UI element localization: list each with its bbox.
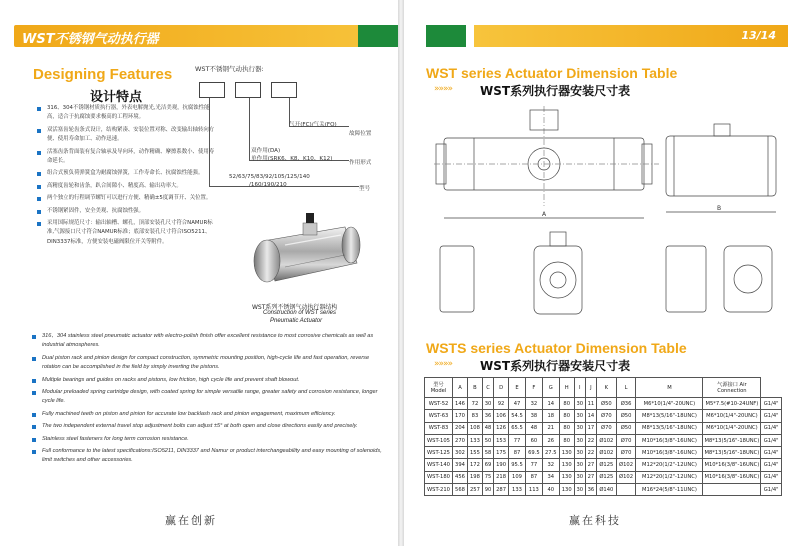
table-cell: 30 — [574, 434, 585, 446]
table-cell: Ø50 — [616, 410, 636, 422]
en-feature-item: Dual piston rack and pinion design for compact construction, symmetric mounting position, high-cycle life and fast operation, reverse rotation can be accomplished in the field by simply inverting the pistons. — [32, 354, 387, 373]
table-cell: 40 — [542, 484, 559, 496]
wsts-title-cn: WST系列执行器安装尺寸表 — [480, 359, 631, 373]
dimension-table — [424, 377, 782, 496]
table-cell: M8*13(5/16"-18UNC) — [703, 447, 761, 459]
table-cell: 155 — [467, 447, 482, 459]
cn-feature-item: 不锈钢紧固件，安全美观、抗腐蚀性强。 — [37, 207, 217, 216]
table-cell: 146 — [453, 398, 468, 410]
actuator-photo — [245, 205, 365, 297]
features-title-cn: 设计特点 — [90, 90, 143, 105]
table-row — [425, 484, 782, 496]
table-cell: WST-180 — [425, 471, 453, 483]
table-row — [425, 434, 782, 446]
table-cell: 34 — [542, 471, 559, 483]
table-cell: M10*16(3/8"-16UNC) — [703, 471, 761, 483]
col-header: H — [559, 378, 574, 398]
table-cell: 14 — [542, 398, 559, 410]
en-feature-item: Multiple bearings and guides on racks and pistons, low friction, high cycle life and prevent shaft blowout. — [32, 376, 387, 385]
table-cell: G1/4" — [761, 410, 782, 422]
table-cell: 22 — [585, 447, 596, 459]
table-cell: Ø140 — [596, 484, 616, 496]
col-header: D — [494, 378, 509, 398]
table-cell: 27 — [585, 459, 596, 471]
table-cell: 153 — [494, 434, 509, 446]
table-cell: 80 — [559, 398, 574, 410]
table-cell — [703, 484, 761, 496]
col-header: F — [525, 378, 542, 398]
table-cell: G1/4" — [761, 459, 782, 471]
cn-feature-item: 316、304不锈钢材质执行器，外表电解抛光,光洁美观，抗腐蚀性能高，适合于抗腐蚀要求极高的工程环境。 — [37, 104, 217, 123]
table-cell: 21 — [542, 422, 559, 434]
table-cell: 133 — [509, 484, 526, 496]
table-row — [425, 398, 782, 410]
table-cell: 14 — [585, 410, 596, 422]
dimension-title-cn: WST系列执行器安装尺寸表 — [480, 84, 631, 98]
table-row — [425, 410, 782, 422]
cn-feature-item: 活塞齿条背面装有复合轴承及导向环，动作精确、摩擦系数小、使用寿命延长。 — [37, 148, 217, 167]
col-header: J — [585, 378, 596, 398]
table-cell: 80 — [559, 434, 574, 446]
cn-feature-item: 两个独立的行程调节螺钉可以进行方便、精确±5度调节开、关位置。 — [37, 194, 217, 203]
table-cell: M10*16(3/8"-16UNC) — [703, 459, 761, 471]
table-cell: 109 — [509, 471, 526, 483]
dimension-drawing — [434, 96, 792, 330]
en-feature-item: Modular preloaded spring cartridge design, with coated spring for simple versatile range, greater safety and corrosion resistance, longer cycle life. — [32, 388, 387, 407]
right-page — [404, 0, 800, 546]
table-cell: WST-210 — [425, 484, 453, 496]
table-cell: 60 — [525, 434, 542, 446]
table-cell: M10*16(3/8"-16UNC) — [636, 434, 703, 446]
table-cell: 113 — [525, 484, 542, 496]
en-feature-item: The two independent external travel stop adjustment bolts can adjust ±5° at both open and close directions easily and precisely. — [32, 422, 387, 431]
fail-label: 气开(FC)/气关(FO) — [289, 122, 337, 128]
page-number: 13/14 — [741, 29, 776, 42]
table-cell: 204 — [453, 422, 468, 434]
left-header-green-block — [358, 25, 398, 47]
code-box-series — [199, 82, 225, 98]
table-cell: G1/4" — [761, 484, 782, 496]
table-cell: 257 — [467, 484, 482, 496]
table-cell: G1/4" — [761, 398, 782, 410]
table-cell: 50 — [482, 434, 493, 446]
code-leader — [249, 98, 250, 160]
table-cell: 48 — [525, 422, 542, 434]
table-cell — [616, 484, 636, 496]
table-cell: 48 — [482, 422, 493, 434]
table-cell: 175 — [494, 447, 509, 459]
table-row — [425, 447, 782, 459]
table-cell: 58 — [482, 447, 493, 459]
table-row — [425, 459, 782, 471]
table-cell: 30 — [574, 410, 585, 422]
table-cell: 38 — [525, 410, 542, 422]
table-cell: Ø70 — [596, 422, 616, 434]
col-header: E — [509, 378, 526, 398]
cn-feature-item: 采用国际规范尺寸：输出轴槽、螺孔，顶部安装孔尺寸符合NAMUR标准,气源接口尺寸符合NAMUR标准；底部安装孔尺寸符合ISO5211、DIN3337标准，方便安装电磁阀限位开关等附件。 — [37, 219, 217, 247]
table-cell: 108 — [467, 422, 482, 434]
table-cell: 270 — [453, 434, 468, 446]
table-cell: 198 — [467, 471, 482, 483]
table-cell: 30 — [574, 398, 585, 410]
table-cell: M10*16(3/8"-16UNC) — [636, 447, 703, 459]
table-cell: Ø70 — [596, 410, 616, 422]
title-arrows: »»»» — [434, 359, 453, 369]
table-cell: M16*24(5/8"-11UNC) — [636, 484, 703, 496]
table-cell: 126 — [494, 422, 509, 434]
table-cell: WST-105 — [425, 434, 453, 446]
table-cell: G1/4" — [761, 434, 782, 446]
table-cell: 170 — [453, 410, 468, 422]
sizes2-label: /160/190/210 — [249, 182, 287, 188]
en-feature-item: 316、304 stainless steel pneumatic actuator with electro-polish finish offer excellent resistance to most corrosive chemicals as well as industrial atmospheres. — [32, 332, 387, 351]
table-cell: Ø36 — [616, 398, 636, 410]
fail-pos-label: 故障位置 — [349, 131, 372, 137]
col-header: A — [453, 378, 468, 398]
table-cell: 54.5 — [509, 410, 526, 422]
table-cell: Ø70 — [616, 434, 636, 446]
table-cell: Ø70 — [616, 447, 636, 459]
table-cell: 87 — [525, 471, 542, 483]
en-feature-list — [32, 332, 387, 469]
table-cell: 568 — [453, 484, 468, 496]
svg-text:B: B — [717, 205, 722, 212]
table-cell: 394 — [453, 459, 468, 471]
photo-caption-en2: Pneumatic Actuator — [270, 318, 323, 324]
right-footer-slogan: 赢在科技 — [569, 514, 621, 527]
table-cell: 77 — [525, 459, 542, 471]
en-feature-item: Fully machined teeth on piston and pinion for accurate low backlash rack and pinion engagement, maximum efficiency. — [32, 410, 387, 419]
table-header-row — [425, 378, 782, 398]
en-feature-item: Stainless steel fasteners for long term corrosion resistance. — [32, 435, 387, 444]
col-header: 气源接口 Air Connection — [703, 378, 761, 398]
table-cell: M12*20(1/2"-12UNC) — [636, 459, 703, 471]
dimension-title-en: WST series Actuator Dimension Table — [426, 65, 678, 81]
sizes1-label: 52/63/75/83/92/105/125/140 — [229, 174, 310, 180]
left-header — [14, 25, 398, 47]
col-header: M — [636, 378, 703, 398]
table-cell: M6*10(1/4"-20UNC) — [703, 422, 761, 434]
table-cell: 30 — [482, 398, 493, 410]
table-cell: 26 — [542, 434, 559, 446]
table-cell: 90 — [482, 484, 493, 496]
table-cell: 302 — [453, 447, 468, 459]
col-header: 型号 Model — [425, 378, 453, 398]
left-footer-slogan: 赢在创新 — [165, 514, 217, 527]
table-cell: 130 — [559, 459, 574, 471]
col-header: B — [467, 378, 482, 398]
table-cell: G1/4" — [761, 471, 782, 483]
table-cell: 218 — [494, 471, 509, 483]
cn-feature-item: 双活塞齿轮齿条式设计，结构紧凑、安装位置对称、改变输出轴转向方便、使用寿命加工、动作迅速。 — [37, 126, 217, 145]
table-cell: 27 — [585, 471, 596, 483]
table-cell: 17 — [585, 422, 596, 434]
code-box-size — [235, 82, 261, 98]
table-cell: Ø102 — [596, 434, 616, 446]
table-cell: 106 — [494, 410, 509, 422]
right-header — [404, 25, 788, 47]
table-cell: 80 — [559, 422, 574, 434]
table-cell: WST-140 — [425, 459, 453, 471]
table-cell: 77 — [509, 434, 526, 446]
table-cell: 69.5 — [525, 447, 542, 459]
table-cell: Ø102 — [596, 447, 616, 459]
svg-text:A: A — [542, 211, 547, 218]
table-cell: Ø125 — [596, 459, 616, 471]
table-cell: 69 — [482, 459, 493, 471]
table-cell: 172 — [467, 459, 482, 471]
title-arrows: »»»» — [434, 84, 453, 94]
left-page — [0, 0, 398, 546]
table-cell: 75 — [482, 471, 493, 483]
table-cell: Ø50 — [616, 422, 636, 434]
col-header: L — [616, 378, 636, 398]
table-cell: 72 — [467, 398, 482, 410]
photo-caption-cn: WST系列不锈钢气动执行器结构 — [252, 304, 338, 311]
table-cell: M8*13(5/16"-18UNC) — [636, 422, 703, 434]
table-cell: 287 — [494, 484, 509, 496]
table-cell: 83 — [467, 410, 482, 422]
table-cell: 47 — [509, 398, 526, 410]
table-cell: 30 — [574, 471, 585, 483]
table-cell: 22 — [585, 434, 596, 446]
table-row — [425, 422, 782, 434]
table-cell: M6*10(1/4"-20UNC) — [703, 410, 761, 422]
col-header: G — [542, 378, 559, 398]
cn-feature-list — [37, 104, 217, 250]
table-cell: 456 — [453, 471, 468, 483]
col-header: K — [596, 378, 616, 398]
table-cell: Ø102 — [616, 459, 636, 471]
table-cell: M8*13(5/16"-18UNC) — [636, 410, 703, 422]
table-cell: Ø50 — [596, 398, 616, 410]
table-cell: 30 — [574, 447, 585, 459]
col-header: I — [574, 378, 585, 398]
table-cell: 32 — [525, 398, 542, 410]
table-cell: 190 — [494, 459, 509, 471]
table-cell: 65.5 — [509, 422, 526, 434]
table-cell: 30 — [574, 484, 585, 496]
table-cell: M12*20(1/2"-12UNC) — [636, 471, 703, 483]
table-cell: Ø125 — [596, 471, 616, 483]
table-cell: 130 — [559, 484, 574, 496]
col-header: C — [482, 378, 493, 398]
table-cell: 32 — [542, 459, 559, 471]
table-cell: G1/4" — [761, 422, 782, 434]
table-cell: 11 — [585, 398, 596, 410]
table-cell: 92 — [494, 398, 509, 410]
cn-feature-item: 组合式预负荷弹簧盒为耐腐蚀弹簧，工作寿命长、抗腐蚀性能强。 — [37, 169, 217, 178]
table-cell: 95.5 — [509, 459, 526, 471]
photo-caption-en1: Construction of WST series — [263, 310, 337, 316]
action1-label: 双作用(DA) — [251, 148, 281, 154]
model-code-caption: WST不锈钢气动执行器: — [195, 65, 264, 73]
table-cell: M8*13(5/16"-18UNC) — [703, 434, 761, 446]
table-row — [425, 471, 782, 483]
table-cell: 130 — [559, 447, 574, 459]
left-header-title: WST不锈钢气动执行器 — [22, 32, 159, 47]
table-cell: 36 — [482, 410, 493, 422]
right-header-green-block — [426, 25, 466, 47]
table-cell: 87 — [509, 447, 526, 459]
table-cell: 130 — [559, 471, 574, 483]
features-title-en: Designing Features — [33, 66, 173, 83]
cn-feature-item: 高精度齿轮和齿条，趴合间隙小、精度高、输出功率大。 — [37, 182, 217, 191]
en-feature-item: Full conformance to the latest specifications:ISO5211, DIN3337 and Namur or product interchangeability and easy mounting of solenoids, limit switches and other accessories. — [32, 447, 387, 466]
table-cell: WST-52 — [425, 398, 453, 410]
table-cell: 27.5 — [542, 447, 559, 459]
action2-label: 单作用(SRK6、K8、K10、K12) — [251, 156, 333, 162]
table-cell: WST-63 — [425, 410, 453, 422]
table-cell: G1/4" — [761, 447, 782, 459]
table-cell: 133 — [467, 434, 482, 446]
table-cell: 80 — [559, 410, 574, 422]
table-cell: WST-83 — [425, 422, 453, 434]
action-title-label: 作用形式 — [349, 160, 372, 166]
table-cell: 36 — [585, 484, 596, 496]
code-box-action — [271, 82, 297, 98]
table-cell: 30 — [574, 459, 585, 471]
table-cell: 18 — [542, 410, 559, 422]
table-cell: 30 — [574, 422, 585, 434]
table-cell: M6*10(1/4"-20UNC) — [636, 398, 703, 410]
table-cell: WST-125 — [425, 447, 453, 459]
table-cell: Ø102 — [616, 471, 636, 483]
wsts-title-en: WSTS series Actuator Dimension Table — [426, 340, 687, 356]
table-cell: M5*7.5(#10-24UNF) — [703, 398, 761, 410]
size-title-label: 型号 — [359, 186, 371, 192]
